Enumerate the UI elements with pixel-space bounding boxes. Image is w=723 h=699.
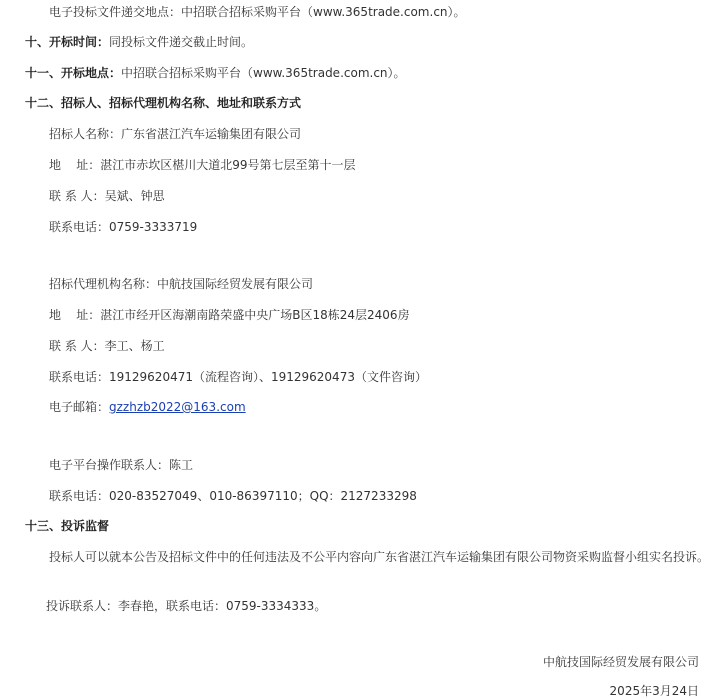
- agency-email-row: [49, 399, 246, 415]
- section-10: [25, 34, 253, 50]
- email-label: 电子邮箱：: [49, 400, 110, 414]
- submission-location: 电子投标文件递交地点：中招联合招标采购平台（www.365trade.com.cn）。: [49, 5, 466, 19]
- section-11-heading: 十一、开标地点：: [25, 66, 122, 80]
- section-12-heading: 十二、招标人、招标代理机构名称、地址和联系方式: [25, 96, 302, 110]
- section-11-text: 中招联合招标采购平台（www.365trade.com.cn）。: [121, 66, 406, 80]
- tenderer-phone: 联系电话：0759-3333719: [49, 220, 198, 234]
- agency-contact: 联 系 人：李工、杨工: [49, 339, 165, 353]
- platform-phone: 联系电话：020-83527049、010-86397110；QQ：2127233298: [49, 489, 417, 503]
- tenderer-name: 招标人名称：广东省湛江汽车运输集团有限公司: [49, 127, 302, 141]
- signature-org: 中航技国际经贸发展有限公司: [542, 655, 699, 669]
- agency-address: 地 址：湛江市经开区海潮南路荣盛中央广场B区18栋24层2406房: [49, 308, 410, 322]
- section-11: [25, 65, 406, 81]
- agency-phone: 联系电话：19129620471（流程咨询）、19129620473（文件咨询）: [49, 370, 427, 384]
- tenderer-contact: 联 系 人：吴斌、钟思: [49, 189, 165, 203]
- agency-name: 招标代理机构名称：中航技国际经贸发展有限公司: [49, 277, 314, 291]
- complaint-paragraph: 投标人可以就本公告及招标文件中的任何违法及不公平内容向广东省湛江汽车运输集团有限公司物资采购监督小组实名投诉。: [49, 550, 710, 564]
- platform-operator: 电子平台操作联系人：陈工: [49, 458, 194, 472]
- section-13-heading: 十三、投诉监督: [25, 519, 110, 533]
- tenderer-address: 地 址：湛江市赤坎区椹川大道北99号第七层至第十一层: [49, 158, 356, 172]
- complaint-contact: 投诉联系人：李春艳，联系电话：0759-3334333。: [46, 599, 327, 613]
- section-10-text: 同投标文件递交截止时间。: [109, 35, 254, 49]
- section-10-heading: 十、开标时间：: [25, 35, 110, 49]
- email-link[interactable]: gzzhzb2022@163.com: [109, 400, 246, 414]
- signature-date: 2025年3月24日: [609, 684, 699, 698]
